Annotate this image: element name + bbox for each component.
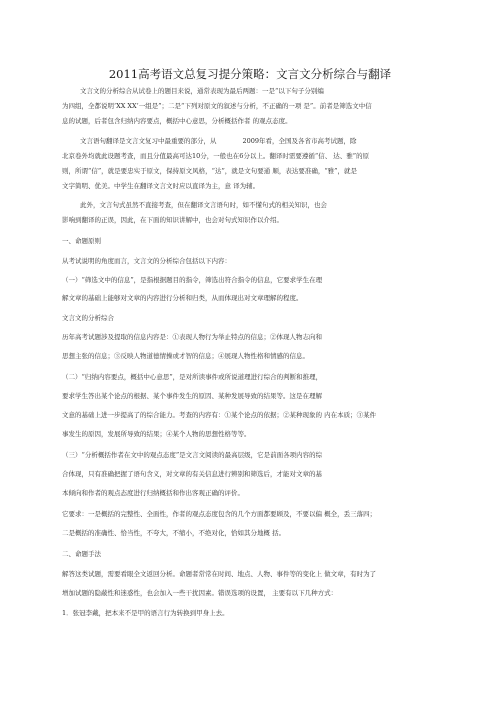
paragraph-line: 解文章的基础上能够对文章的内容进行分析和归类，从而体现出对文章理解的程度。 — [62, 294, 303, 302]
paragraph-line: 事发生的原因，发展所导致的结果；④某个人物的思想性格等等。 — [62, 430, 251, 438]
paragraph-line: （三）“分析概括作者在文中的观点态度”是文言文阅读的最高层级，它是前面各项内容的综 — [62, 451, 323, 459]
paragraph-line: 息的试题，后者包含归纳内容要点，概括中心意思，分析概括作者 的观点态度。 — [62, 117, 292, 125]
subheading: 文言文的分析综合 — [62, 314, 114, 322]
paragraph-line: 文意的基础上进一步提高了的综合能力。考查的内容有：①某个论点的依据；②某种现象的 内在本质；③某件 — [62, 411, 377, 419]
section-heading: 一、命题原则 — [62, 237, 101, 245]
paragraph-line: 要求学生答出某个论点的根据、某个事件发生的原因、某种发展导致的结果等。这是在理解 — [62, 392, 322, 400]
paragraph-line: 本倾向和作者的观点态度进行归纳概括和作出客观正确的评价。 — [62, 489, 244, 497]
paragraph-line: （二）“归纳内容要点，概括中心意思”，是对所读事件或所说道理进行综合的判断和推理， — [62, 373, 323, 381]
paragraph-line: 二是概括的准确性、恰当性，不夸大，不缩小，不绝对化，恰如其分地概 括。 — [62, 529, 286, 537]
paragraph-line: （一）“筛选文中的信息”，是指根据题目的指令，筛选出符合指令的信息，它要求学生在理 — [62, 276, 323, 284]
list-item: 1．张冠李戴，把本来不是甲的语言行为转换到甲身上去。 — [62, 609, 229, 617]
document-title: 2011高考语文总复习提分策略：文言文分析综合与翻译 — [108, 67, 392, 81]
paragraph-line: 历年高考试题涉及提取的信息内容是：①表现人物行为举止特点的信息；②体现人物志向和 — [62, 333, 322, 341]
section-heading: 二、命题手法 — [62, 550, 101, 558]
paragraph-line: 北京卷外均就此设题考查，而且分值最高可达10分，一般也在6分以上。翻译时需要遵循“信、 达、雅”的原 — [62, 152, 370, 160]
paragraph-line: 文言文的分析综合从试卷上的题目来说，通常表现为最后两题：一是“以下句子分别编 — [80, 87, 324, 95]
paragraph-line: 此外，文言句式虽然不直接考查，但在翻译文言语句时，如不懂句式的相关知识，也会 — [80, 201, 327, 209]
paragraph-line: 影响到翻译的正误，因此，在下面的知识讲解中，也会对句式知识作以介绍。 — [62, 216, 283, 224]
paragraph-line: 从考试说明的角度而言，文言文的分析综合包括以下内容： — [62, 257, 231, 265]
paragraph-line: 文言语句翻译是文言文复习中最重要的部分，从 2009年看，全国及各省市高考试题，除 — [80, 137, 357, 145]
paragraph-line: 则，所谓“信”，就是要忠实于原文，保持原文风格，“达”，就是文句要通 顺，表达要准确，“雅”，就是 — [62, 167, 358, 175]
paragraph-line: 文字简明、优美。中学生在翻译文言文时应以直译为主，意 译为辅。 — [62, 182, 260, 190]
paragraph-line: 增加试题的隐蔽性和迷惑性，也会加入一些干扰因素。错误选项的设置， 主要有以下几种方式： — [62, 589, 338, 597]
paragraph-line: 为四组，全都说明‘XX XX’一组是”；二是“下列对原文的叙述与分析，不正确的一项 是”。前者是筛选文中信 — [62, 102, 372, 110]
paragraph-line: 合体现，只有准确把握了语句含义，对文章的有关信息进行辨别和筛选后，才能对文章的基 — [62, 470, 322, 478]
paragraph-line: 解答这类试题，需要看眼全文返回分析。命题者常常在时间、地点、人物、事件等的变化上 做文章，有时为了 — [62, 570, 377, 578]
paragraph-line: 思想主张的信息；③反映人物道德情操或才智的信息；④展现人物性格和情感的信息。 — [62, 352, 309, 360]
paragraph-line: 它要求：一是概括的完整性、全面性，作者的观点态度包含的几个方面都要顾及，不要以偏 概全，丢三落四； — [62, 510, 377, 518]
